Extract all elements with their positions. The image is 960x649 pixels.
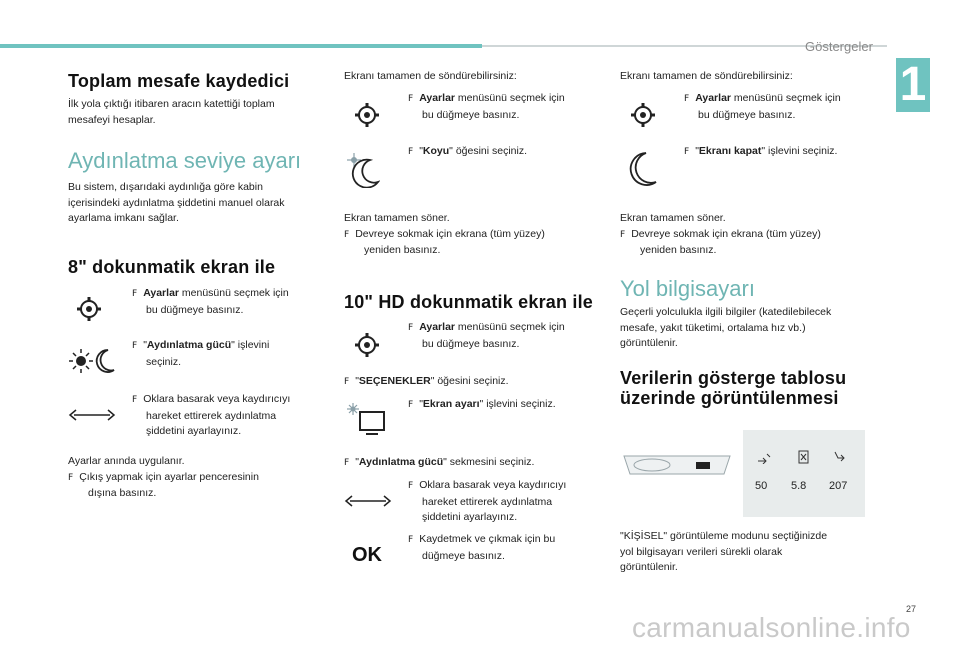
ok-button-icon: OK bbox=[352, 544, 382, 566]
range-value: 50 bbox=[755, 480, 768, 492]
gear-icon bbox=[630, 102, 656, 128]
header-accent-bar bbox=[0, 44, 482, 48]
average-speed-icon bbox=[833, 450, 847, 464]
instrument-cluster-icon bbox=[620, 452, 734, 478]
fuel-consumption-icon bbox=[797, 450, 811, 464]
chapter-number: 1 bbox=[896, 58, 930, 112]
gear-icon bbox=[354, 102, 380, 128]
mid-intro: Ekranı tamamen de söndürebilirsiniz: bbox=[344, 70, 517, 82]
average-speed-value: 207 bbox=[829, 480, 848, 492]
right-step-settings: F Ayarlar menüsünü seçmek için bu düğmeye basınız. bbox=[684, 92, 841, 121]
mid-step-dark: F "Koyu" öğesini seçiniz. bbox=[408, 145, 528, 157]
brightness-moon-icon bbox=[68, 346, 116, 376]
fuel-consumption-value: 5.8 bbox=[791, 480, 807, 492]
paragraph-personal-mode: "KİŞİSEL" görüntüleme modunu seçtiğinizde yol bilgisayarı verileri sürekli olarak görüntülenir. bbox=[620, 530, 828, 573]
mid-step-adjust: F Oklara basarak veya kaydırıcıyı hareket ettirerek aydınlatma şiddetini ayarlayınız. bbox=[408, 479, 567, 523]
mid-off-note: Ekran tamamen söner. F Devreye sokmak için ekrana (tüm yüzey) yeniden basınız. bbox=[344, 212, 545, 256]
gear-icon bbox=[76, 296, 102, 322]
heading-lighting: Aydınlatma seviye ayarı bbox=[68, 148, 302, 173]
step-settings: F Ayarlar menüsünü seçmek için bu düğmeye basınız. bbox=[132, 287, 289, 316]
mid-step-screen: F "Ekran ayarı" işlevini seçiniz. bbox=[408, 398, 556, 410]
right-intro: Ekranı tamamen de söndürebilirsiniz: bbox=[620, 70, 793, 82]
note-applied: Ayarlar anında uygulanır. F Çıkış yapmak için ayarlar penceresinin dışına basınız. bbox=[68, 455, 259, 499]
screen-settings-icon bbox=[346, 402, 388, 438]
mid-step-options: F "SEÇENEKLER" öğesini seçiniz. bbox=[344, 375, 509, 387]
slider-arrows-icon bbox=[344, 494, 392, 508]
section-title: Göstergeler bbox=[805, 39, 873, 54]
right-off-note: Ekran tamamen söner. F Devreye sokmak için ekrana (tüm yüzey) yeniden basınız. bbox=[620, 212, 821, 256]
paragraph-lighting: Bu sistem, dışarıdaki aydınlığa göre kabin içerisindeki aydınlatma şiddetini manuel olarak ayarlama imkanı sağlar. bbox=[68, 181, 285, 224]
heading-total-distance: Toplam mesafe kaydedici bbox=[68, 71, 290, 91]
mid-step-brightness-tab: F "Aydınlatma gücü" sekmesini seçiniz. bbox=[344, 456, 535, 468]
heading-dashboard-display: Verilerin gösterge tablosu üzerinde görüntülenmesi bbox=[620, 368, 847, 408]
page-number: 27 bbox=[906, 604, 917, 614]
heading-8inch: 8" dokunmatik ekran ile bbox=[68, 257, 276, 277]
mid-step-save: F Kaydetmek ve çıkmak için bu düğmeye basınız. bbox=[408, 533, 556, 562]
mid-step-settings-10: F Ayarlar menüsünü seçmek için bu düğmeye basınız. bbox=[408, 321, 565, 350]
heading-10inch: 10" HD dokunmatik ekran ile bbox=[344, 292, 594, 312]
step-brightness: F "Aydınlatma gücü" işlevini seçiniz. bbox=[132, 339, 270, 368]
paragraph-trip-computer: Geçerli yolculukla ilgili bilgiler (katedilebilecek mesafe, yakıt tüketimi, ortalama hız vb.) görüntülenir. bbox=[620, 306, 832, 349]
paragraph-total-distance: İlk yola çıktığı itibaren aracın katettiği toplam mesafeyi hesaplar. bbox=[68, 98, 275, 126]
moon-icon bbox=[624, 150, 658, 188]
mid-step-settings: F Ayarlar menüsünü seçmek için bu düğmeye basınız. bbox=[408, 92, 565, 121]
range-icon bbox=[757, 452, 771, 464]
heading-trip-computer: Yol bilgisayarı bbox=[620, 276, 755, 301]
slider-arrows-icon bbox=[68, 408, 116, 422]
gear-icon bbox=[354, 332, 380, 358]
right-step-screen-off: F "Ekranı kapat" işlevini seçiniz. bbox=[684, 145, 838, 157]
trip-computer-panel bbox=[743, 430, 865, 517]
step-adjust: F Oklara basarak veya kaydırıcıyı hareket ettirerek aydınlatma şiddetini ayarlayınız. bbox=[132, 393, 291, 437]
dark-mode-icon bbox=[346, 152, 380, 188]
watermark: carmanualsonline.info bbox=[632, 612, 911, 643]
